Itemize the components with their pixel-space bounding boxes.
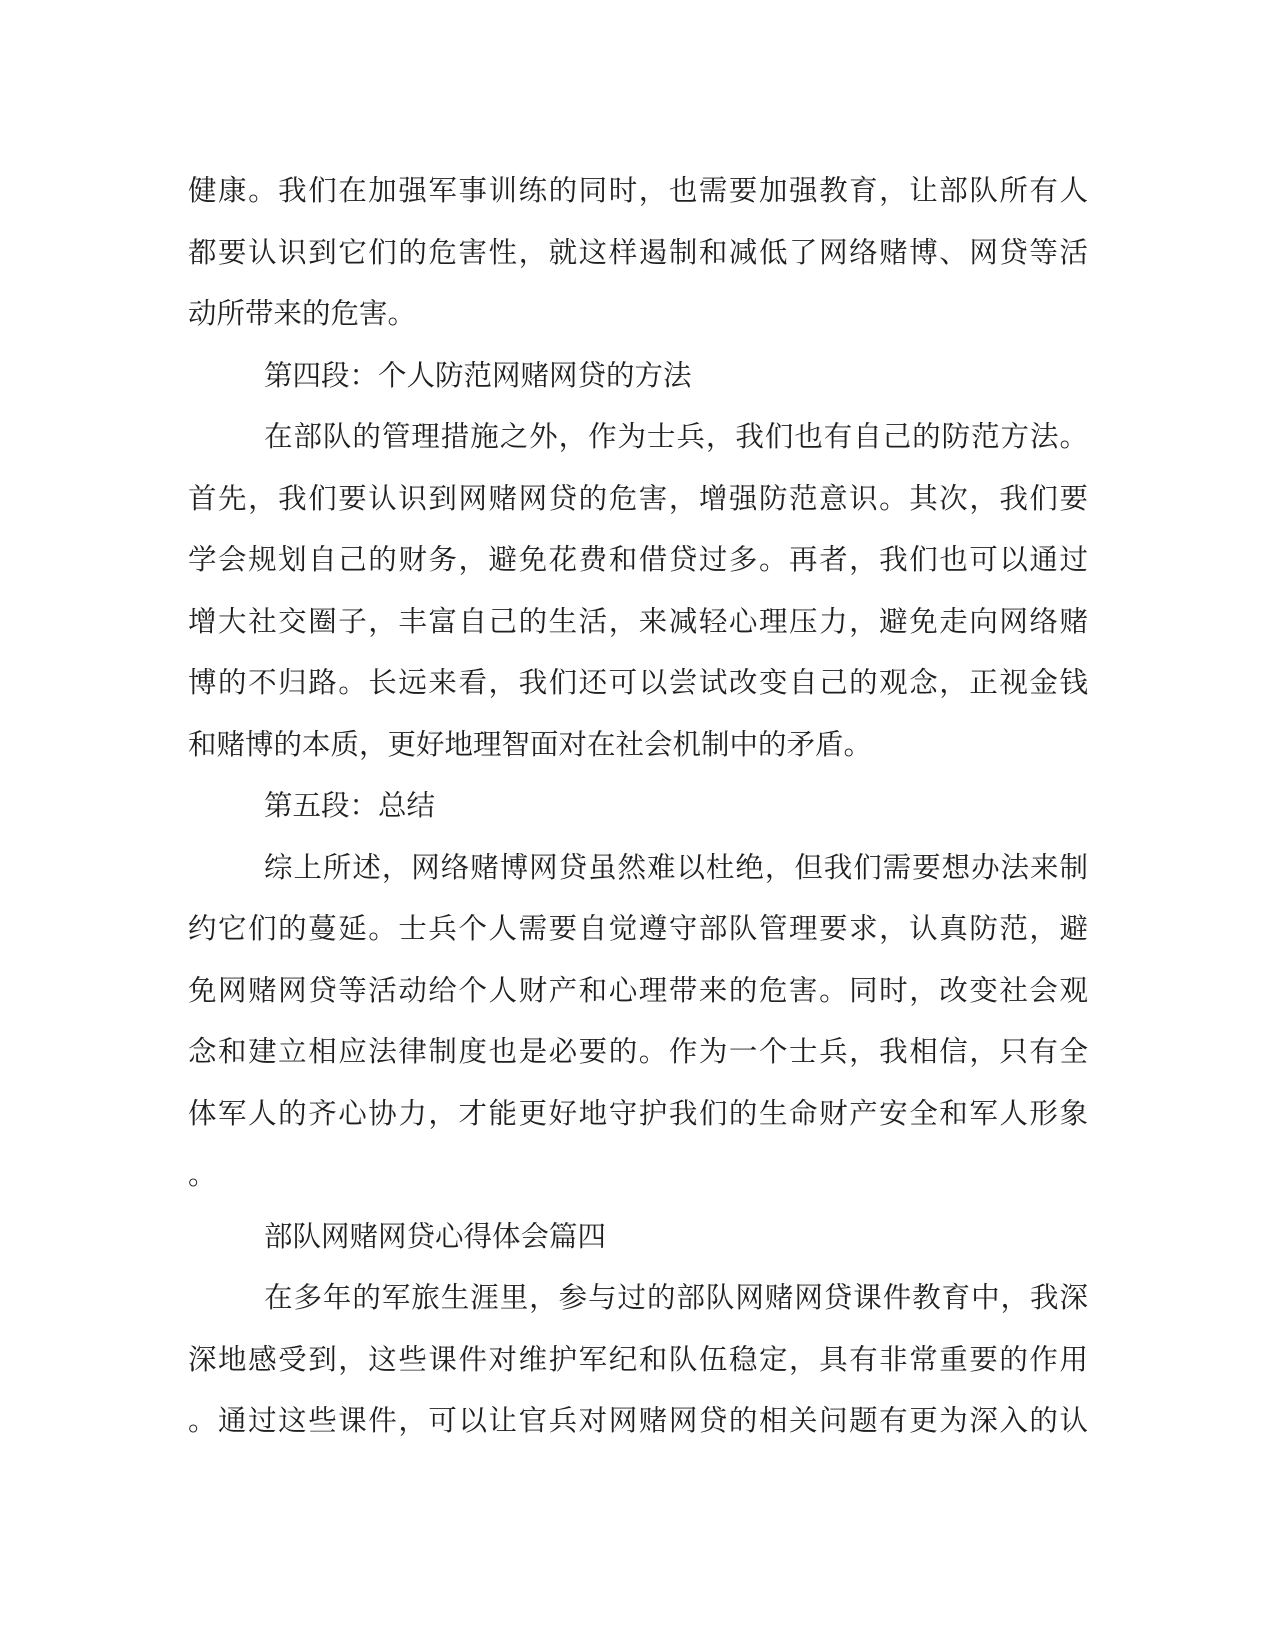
paragraph-line: 都要认识到它们的危害性，就这样遏制和减低了网络赌博、网贷等活 [188, 235, 1088, 269]
paragraph-line: 博的不归路。长远来看，我们还可以尝试改变自己的观念，正视金钱 [188, 666, 1088, 699]
paragraph-line: 动所带来的危害。 [188, 297, 417, 330]
paragraph-line: 增大社交圈子，丰富自己的生活，来减轻心理压力，避免走向网络赌 [188, 604, 1088, 638]
paragraph-line: 体军人的齐心协力，才能更好地守护我们的生命财产安全和军人形象 [188, 1096, 1088, 1130]
paragraph-line: 免网赌网贷等活动给个人财产和心理带来的危害。同时，改变社会观 [188, 973, 1088, 1007]
section-heading-4: 第四段：个人防范网赌网贷的方法 [264, 358, 692, 392]
section-heading-5: 第五段：总结 [264, 789, 436, 822]
paragraph-line: 综上所述，网络赌博网贷虽然难以杜绝，但我们需要想办法来制 [264, 850, 1088, 884]
paragraph-line: 健康。我们在加强军事训练的同时，也需要加强教育，让部队所有人 [188, 174, 1088, 207]
paragraph-line: 和赌博的本质，更好地理智面对在社会机制中的矛盾。 [188, 727, 873, 761]
paragraph-line: 学会规划自己的财务，避免花费和借贷过多。再者，我们也可以通过 [188, 543, 1088, 576]
paragraph-line: 。 [188, 1158, 217, 1191]
paragraph-line: 约它们的蔓延。士兵个人需要自觉遵守部队管理要求，认真防范，避 [188, 912, 1088, 945]
document-body [188, 160, 1088, 1452]
article-title-part-4: 部队网赌网贷心得体会篇四 [264, 1219, 607, 1253]
paragraph-line: 深地感受到，这些课件对维护军纪和队伍稳定，具有非常重要的作用 [188, 1342, 1088, 1376]
paragraph-line: 首先，我们要认识到网赌网贷的危害，增强防范意识。其次，我们要 [188, 481, 1088, 515]
paragraph-line: 在部队的管理措施之外，作为士兵，我们也有自己的防范方法。 [264, 420, 1088, 453]
paragraph-line: 。通过这些课件，可以让官兵对网赌网贷的相关问题有更为深入的认 [188, 1404, 1088, 1437]
paragraph-line: 在多年的军旅生涯里，参与过的部队网赌网贷课件教育中，我深 [264, 1281, 1088, 1314]
paragraph-line: 念和建立相应法律制度也是必要的。作为一个士兵，我相信，只有全 [188, 1035, 1088, 1068]
